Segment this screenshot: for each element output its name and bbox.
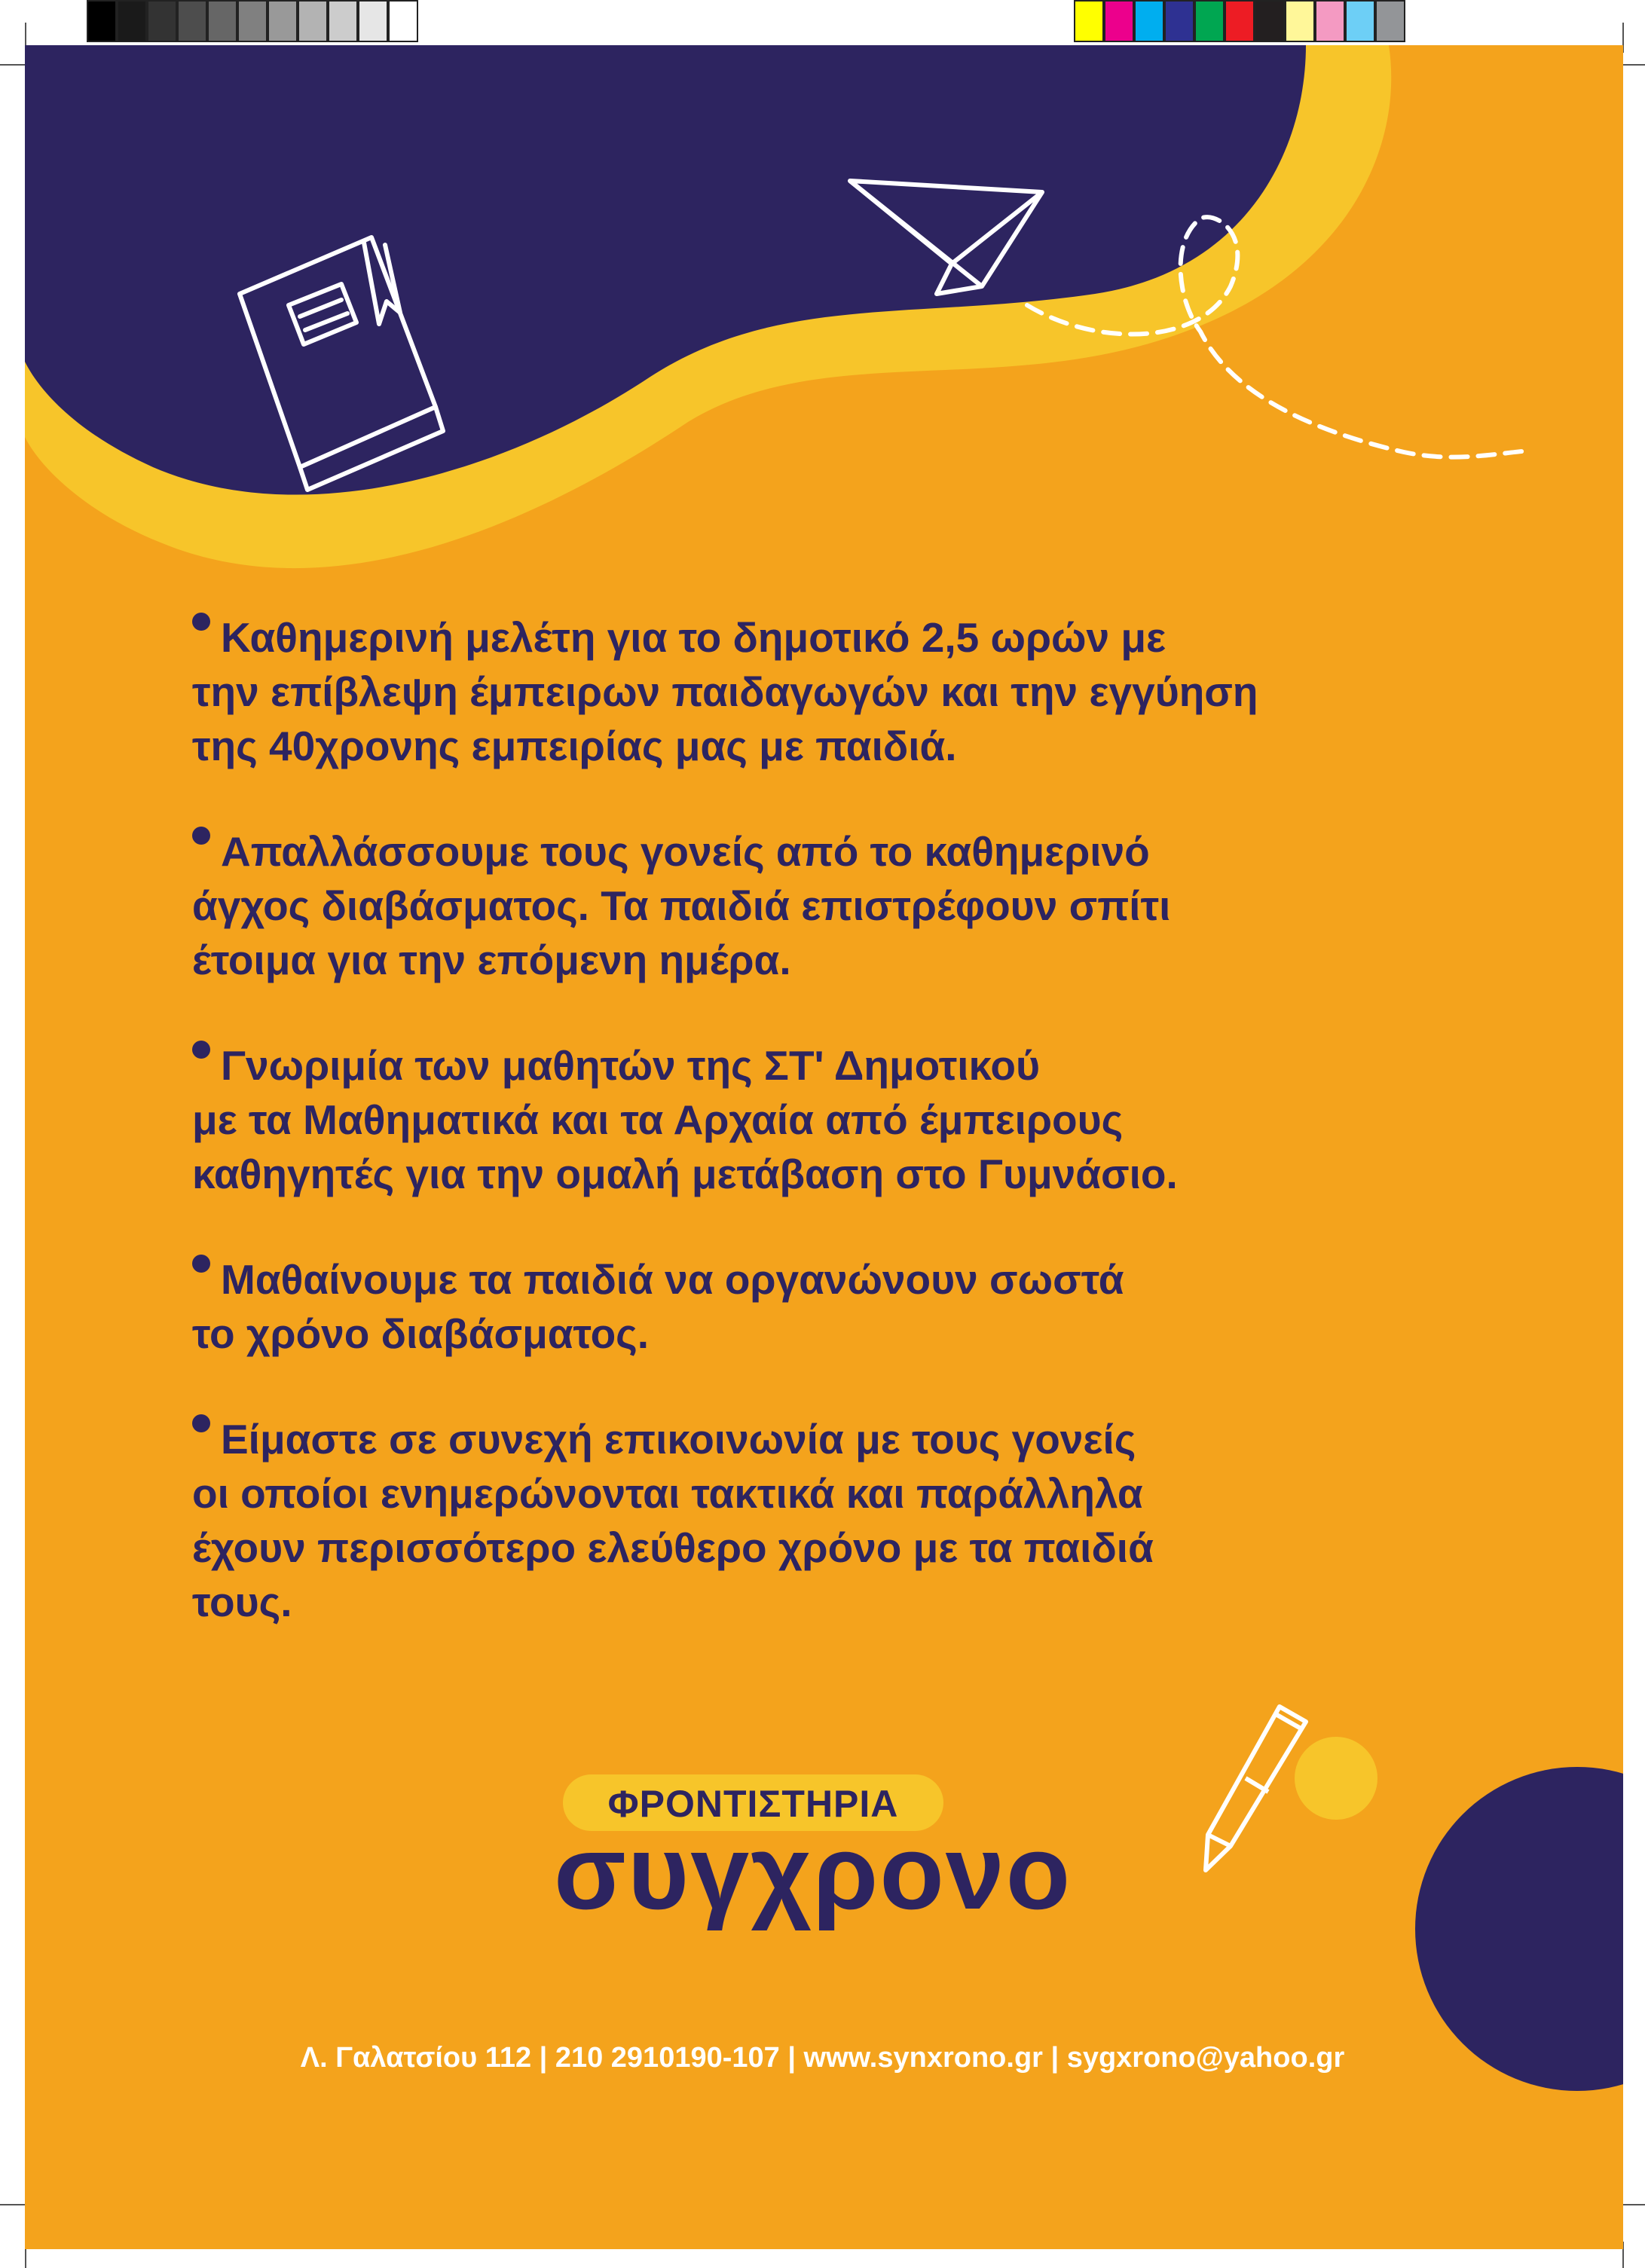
- logo-main-text: συγχρονο: [554, 1813, 1072, 1931]
- bullet-dot-icon: [192, 613, 210, 631]
- yellow-dot-circle: [1295, 1737, 1377, 1820]
- logo-top-text: ΦΡΟΝΤΙΣΤΗΡΙΑ: [607, 1783, 899, 1825]
- color-swatch: [87, 0, 117, 42]
- color-swatch: [177, 0, 207, 42]
- pencil-icon: [1206, 1707, 1306, 1870]
- bullet-text: Καθημερινή μελέτη για το δημοτικό 2,5 ωρών με την επίβλεψη έμπειρων παιδαγωγών και την εγγύηση της 40χρονης εμπειρίας μας με παιδιά.: [192, 614, 1258, 769]
- color-swatch: [1074, 0, 1104, 42]
- color-swatch: [1345, 0, 1375, 42]
- bullet-item: [192, 1252, 1533, 1361]
- color-swatch: [237, 0, 268, 42]
- color-swatch: [388, 0, 418, 42]
- bullet-text: Γνωριμία των μαθητών της ΣΤ' Δημοτικού με τα Μαθηματικά και τα Αρχαία από έμπειρους καθηγητές για την ομαλή μετάβαση στο Γυμνάσιο.: [192, 1042, 1178, 1197]
- color-swatch: [1375, 0, 1405, 42]
- color-swatch: [1194, 0, 1225, 42]
- bullet-text: Μαθαίνουμε τα παιδιά να οργανώνουν σωστά το χρόνο διαβάσματος.: [192, 1256, 1124, 1357]
- color-swatch: [1255, 0, 1285, 42]
- bullet-text: Απαλλάσσουμε τους γονείς από το καθημερινό άγχος διαβάσματος. Τα παιδιά επιστρέφουν σπίτι έτοιμα για την επόμενη ημέρα.: [192, 828, 1171, 983]
- color-swatch: [117, 0, 147, 42]
- bullet-dot-icon: [192, 1041, 210, 1059]
- color-swatch: [328, 0, 358, 42]
- bullet-dot-icon: [192, 1414, 210, 1432]
- bullet-dot-icon: [192, 827, 210, 845]
- color-swatch: [298, 0, 328, 42]
- bullet-item: [192, 610, 1533, 773]
- bullet-item: [192, 1038, 1533, 1201]
- color-swatch: [147, 0, 177, 42]
- bullet-item: [192, 1412, 1533, 1629]
- color-swatch: [1134, 0, 1164, 42]
- color-swatch: [1285, 0, 1315, 42]
- gray-swatch-bar: [87, 0, 418, 45]
- color-swatch: [1225, 0, 1255, 42]
- benefits-list: [192, 610, 1533, 1680]
- color-swatch: [207, 0, 237, 42]
- bullet-text: Είμαστε σε συνεχή επικοινωνία με τους γονείς οι οποίοι ενημερώνονται τακτικά και παράλληλα έχουν περισσότερο ελεύθερο χρόνο με τα παιδιά τους.: [192, 1416, 1154, 1625]
- color-swatch: [358, 0, 388, 42]
- color-swatch-bar: [1074, 0, 1405, 45]
- color-swatch: [1315, 0, 1345, 42]
- footer-contact: Λ. Γαλατσίου 112 | 210 2910190-107 | www.synxrono.gr | sygxrono@yahoo.gr: [300, 2042, 1345, 2074]
- color-swatch: [1164, 0, 1194, 42]
- bullet-dot-icon: [192, 1255, 210, 1273]
- bullet-item: [192, 824, 1533, 987]
- color-swatch: [268, 0, 298, 42]
- color-swatch: [1104, 0, 1134, 42]
